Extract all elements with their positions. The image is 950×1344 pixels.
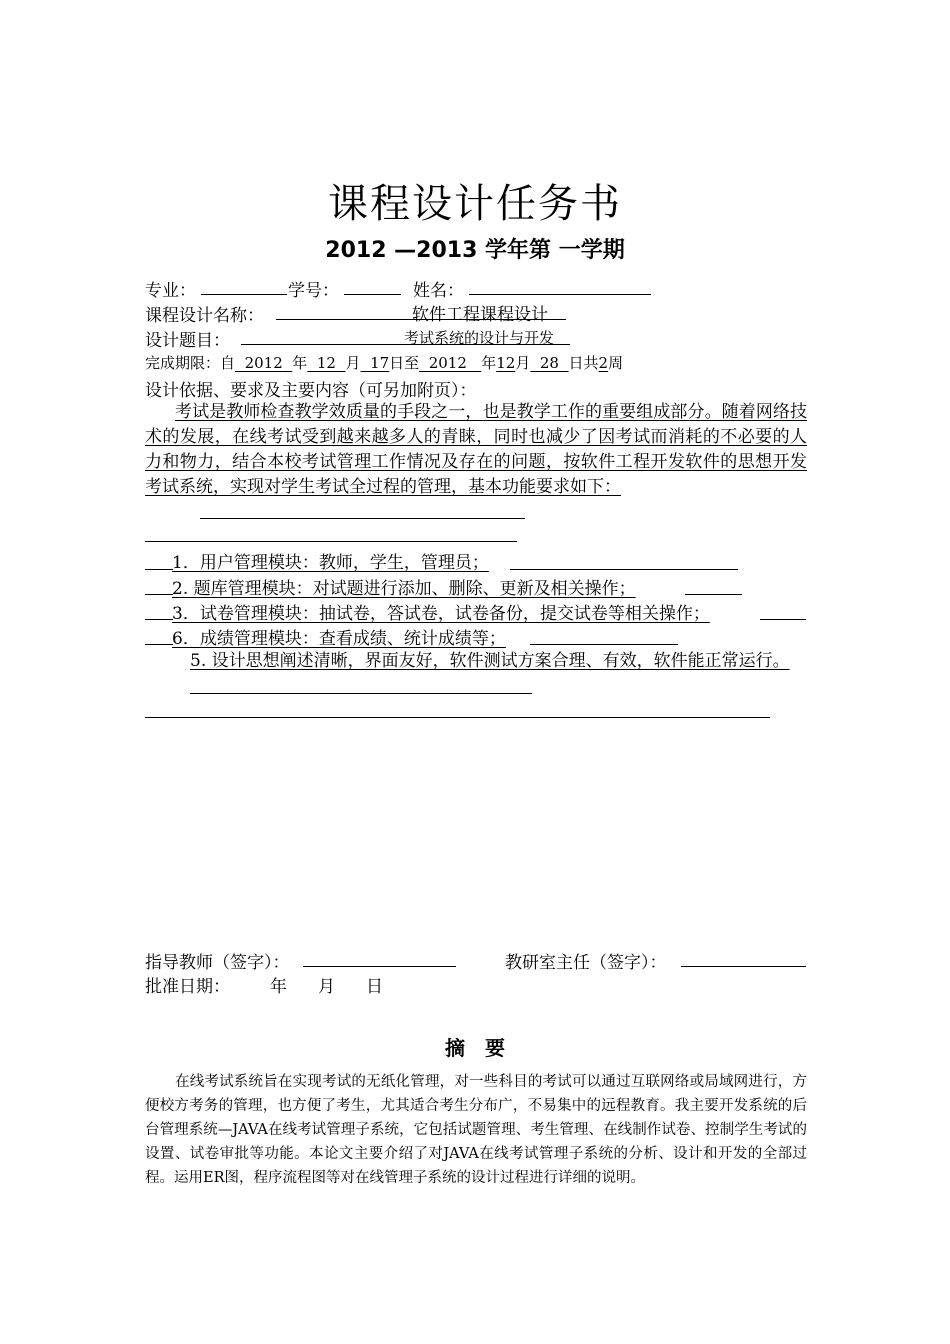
indent-underline [145,644,173,645]
trailing-underline [685,594,742,595]
topic-value: 考试系统的设计与开发 [404,329,555,347]
director-label: 教研室主任（签字）： [505,953,667,973]
name-blank [469,294,651,295]
approval-month: 月 [318,977,335,997]
director-signature-blank [681,966,806,967]
indent-underline [145,594,173,595]
module-item: 1．用户管理模块：教师，学生，管理员； [172,553,489,573]
major-label: 专业： [145,281,196,301]
blank-line [200,518,525,519]
approval-year: 年 [270,977,287,997]
requirements-heading: 设计依据、要求及主要内容（可另加附页）： [145,381,477,401]
advisor-label: 指导教师（签字）： [145,953,290,973]
module-item: 6．成绩管理模块：查看成绩、统计成绩等； [172,629,506,649]
academic-term: 2012 —2013 学年第 一学期 [325,238,625,263]
abstract-body: 在线考试系统旨在实现考试的无纸化管理，对一些科目的考试可以通过互联网络或局域网进行，方便校方考务的管理，也方便了考生，尤其适合考生分布广，不易集中的远程教育。我主要开发系统的后台管理系统—JAVA在线考试管理子系统，它包括试题管理、考生管理、在线制作试卷、控制学生考试的设置、试卷审批等功能。本论文主要介绍了对JAVA在线考试管理子系统的分析、设计和开发的全部过程。运用ER图，程序流程图等对在线管理子系统的设计过程进行详细的说明。 [145,1074,807,1186]
module-item: 2. 题库管理模块：对试题进行添加、删除、更新及相关操作； [172,579,636,599]
month-unit: 月 [345,354,361,372]
end-day: 28 [539,354,559,372]
end-year: 2012 [428,354,467,372]
blank-line [145,541,517,542]
topic-label: 设计题目： [145,331,230,351]
approval-label: 批准日期： [145,977,230,997]
course-name-label: 课程设计名称： [145,306,264,326]
advisor-signature-blank [303,966,456,967]
week-unit: 周 [608,354,624,372]
year-unit: 年 [292,354,308,372]
start-day: 17 [370,354,390,372]
weeks: 2 [598,354,609,372]
year-unit: 年 [481,354,497,372]
student-id-blank [344,294,401,295]
start-year: 2012 [244,354,283,372]
blank-line [190,693,532,694]
total-label: 日共 [568,354,599,372]
name-label: 姓名： [413,281,464,301]
major-blank [201,294,287,295]
period-label: 完成期限：自 [145,354,236,372]
course-name-value: 软件工程课程设计 [412,305,548,325]
abstract-heading: 摘 要 [445,1036,505,1060]
trailing-underline [510,569,738,570]
trailing-underline [530,644,678,645]
period-row [145,352,623,373]
item-5: 5. 设计思想阐述清晰，界面友好，软件测试方案合理、有效，软件能正常运行。 [190,651,790,671]
approval-day: 日 [366,977,383,997]
module-item: 3．试卷管理模块：抽试卷，答试卷，试卷备份，提交试卷等相关操作； [172,604,710,624]
requirements-body: 考试是教师检查教学效质量的手段之一，也是教学工作的重要组成部分。随着网络技术的发展，在线考试受到越来越多人的青睐，同时也减少了因考试而消耗的不必要的人力和物力，结合本校考试管理工作情况及存在的问题，按软件工程开发软件的思想开发考试系统，实现对学生考试全过程的管理，基本功能要求如下： [145,402,807,497]
student-id-label: 学号： [288,281,339,301]
end-month: 12 [496,354,516,372]
trailing-underline [760,619,806,620]
start-month: 12 [316,354,336,372]
indent-underline [145,619,173,620]
indent-underline [145,569,173,570]
day-to: 日至 [389,354,420,372]
page-title: 课程设计任务书 [328,181,622,227]
blank-line [145,717,770,718]
month-unit: 月 [515,354,531,372]
